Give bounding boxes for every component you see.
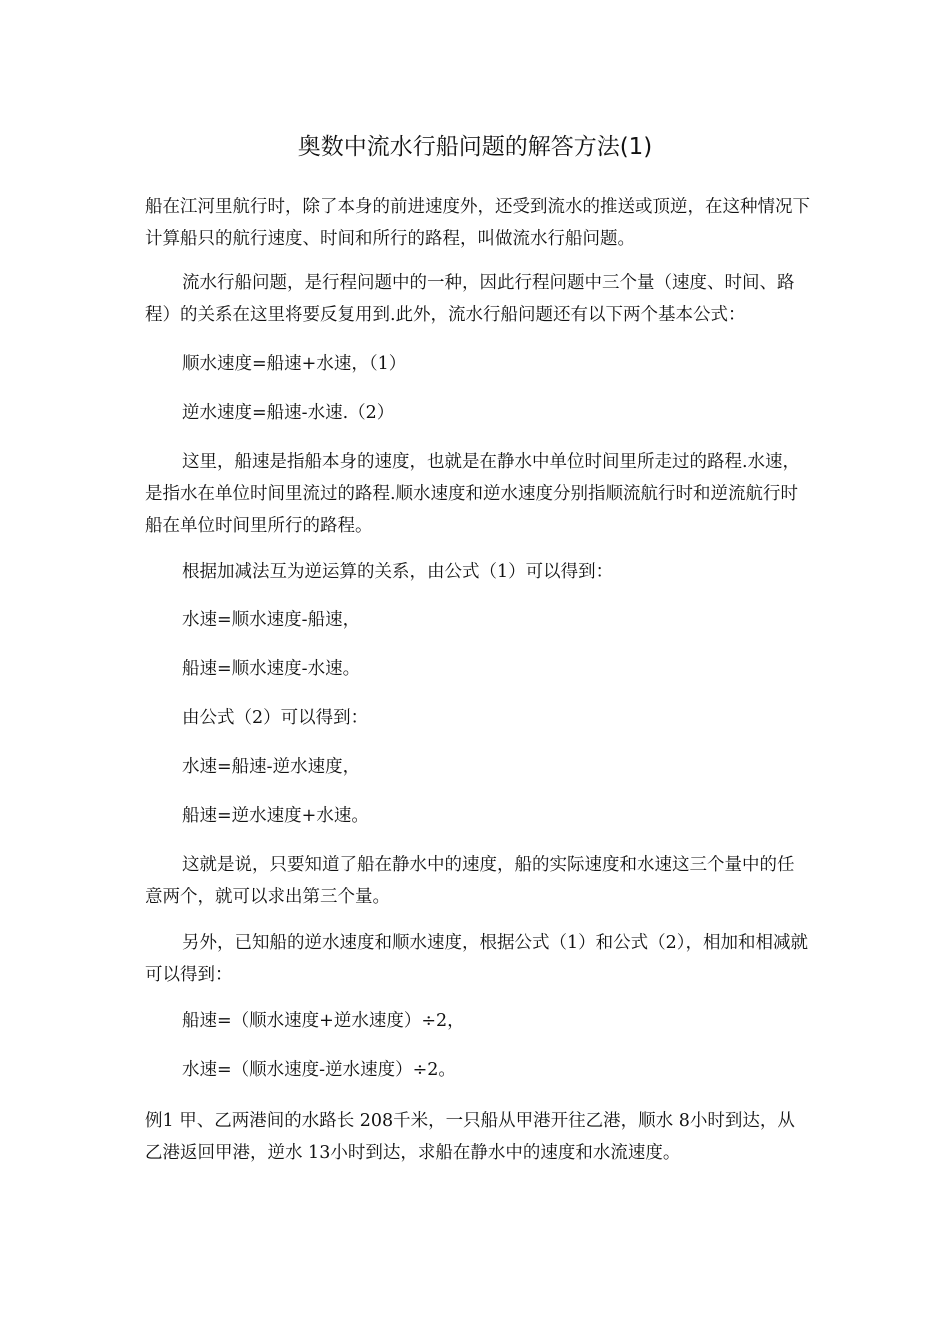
- formula-water-speed-2: 水速=船速-逆水速度，: [182, 757, 361, 777]
- paragraph-definitions: 这里，船速是指船本身的速度，也就是在静水中单位时间里所走过的路程.水速，是指水在单位时间里流过的路程.顺水速度和逆水速度分别指顺流航行时和逆流航行时船在单位时间里所行的路程。: [145, 452, 801, 536]
- example-1: 例1 甲、乙两港间的水路长 208千米，一只船从甲港开往乙港，顺水 8小时到达，从乙港返回甲港，逆水 13小时到达，求船在静水中的速度和水流速度。: [145, 1111, 795, 1163]
- formula-downstream: 顺水速度=船速+水速，（1）: [182, 354, 407, 374]
- paragraph-derive-1: 根据加减法互为逆运算的关系，由公式（1）可以得到：: [182, 562, 614, 582]
- formula-boat-speed-2: 船速=逆水速度+水速。: [182, 806, 369, 826]
- paragraph-combine: 另外，已知船的逆水速度和顺水速度，根据公式（1）和公式（2），相加和相减就可以得到：: [145, 933, 809, 985]
- paragraph-summary: 这就是说，只要知道了船在静水中的速度，船的实际速度和水速这三个量中的任意两个，就可以求出第三个量。: [145, 855, 795, 907]
- formula-boat-speed-avg: 船速=（顺水速度+逆水速度）÷2，: [182, 1011, 465, 1031]
- paragraph-intro: 船在江河里航行时，除了本身的前进速度外，还受到流水的推送或顶逆，在这种情况下计算船只的航行速度、时间和所行的路程，叫做流水行船问题。: [145, 197, 810, 249]
- formula-water-speed-1: 水速=顺水速度-船速，: [182, 610, 361, 630]
- formula-upstream: 逆水速度=船速-水速.（2）: [182, 403, 395, 423]
- document-title: 奥数中流水行船问题的解答方法(1): [297, 134, 653, 160]
- paragraph-overview: 流水行船问题，是行程问题中的一种，因此行程问题中三个量（速度、时间、路程）的关系在这里将要反复用到.此外，流水行船问题还有以下两个基本公式：: [145, 273, 795, 325]
- formula-water-speed-avg: 水速=（顺水速度-逆水速度）÷2。: [182, 1060, 456, 1080]
- paragraph-derive-2: 由公式（2）可以得到：: [182, 708, 369, 728]
- formula-boat-speed-1: 船速=顺水速度-水速。: [182, 659, 361, 679]
